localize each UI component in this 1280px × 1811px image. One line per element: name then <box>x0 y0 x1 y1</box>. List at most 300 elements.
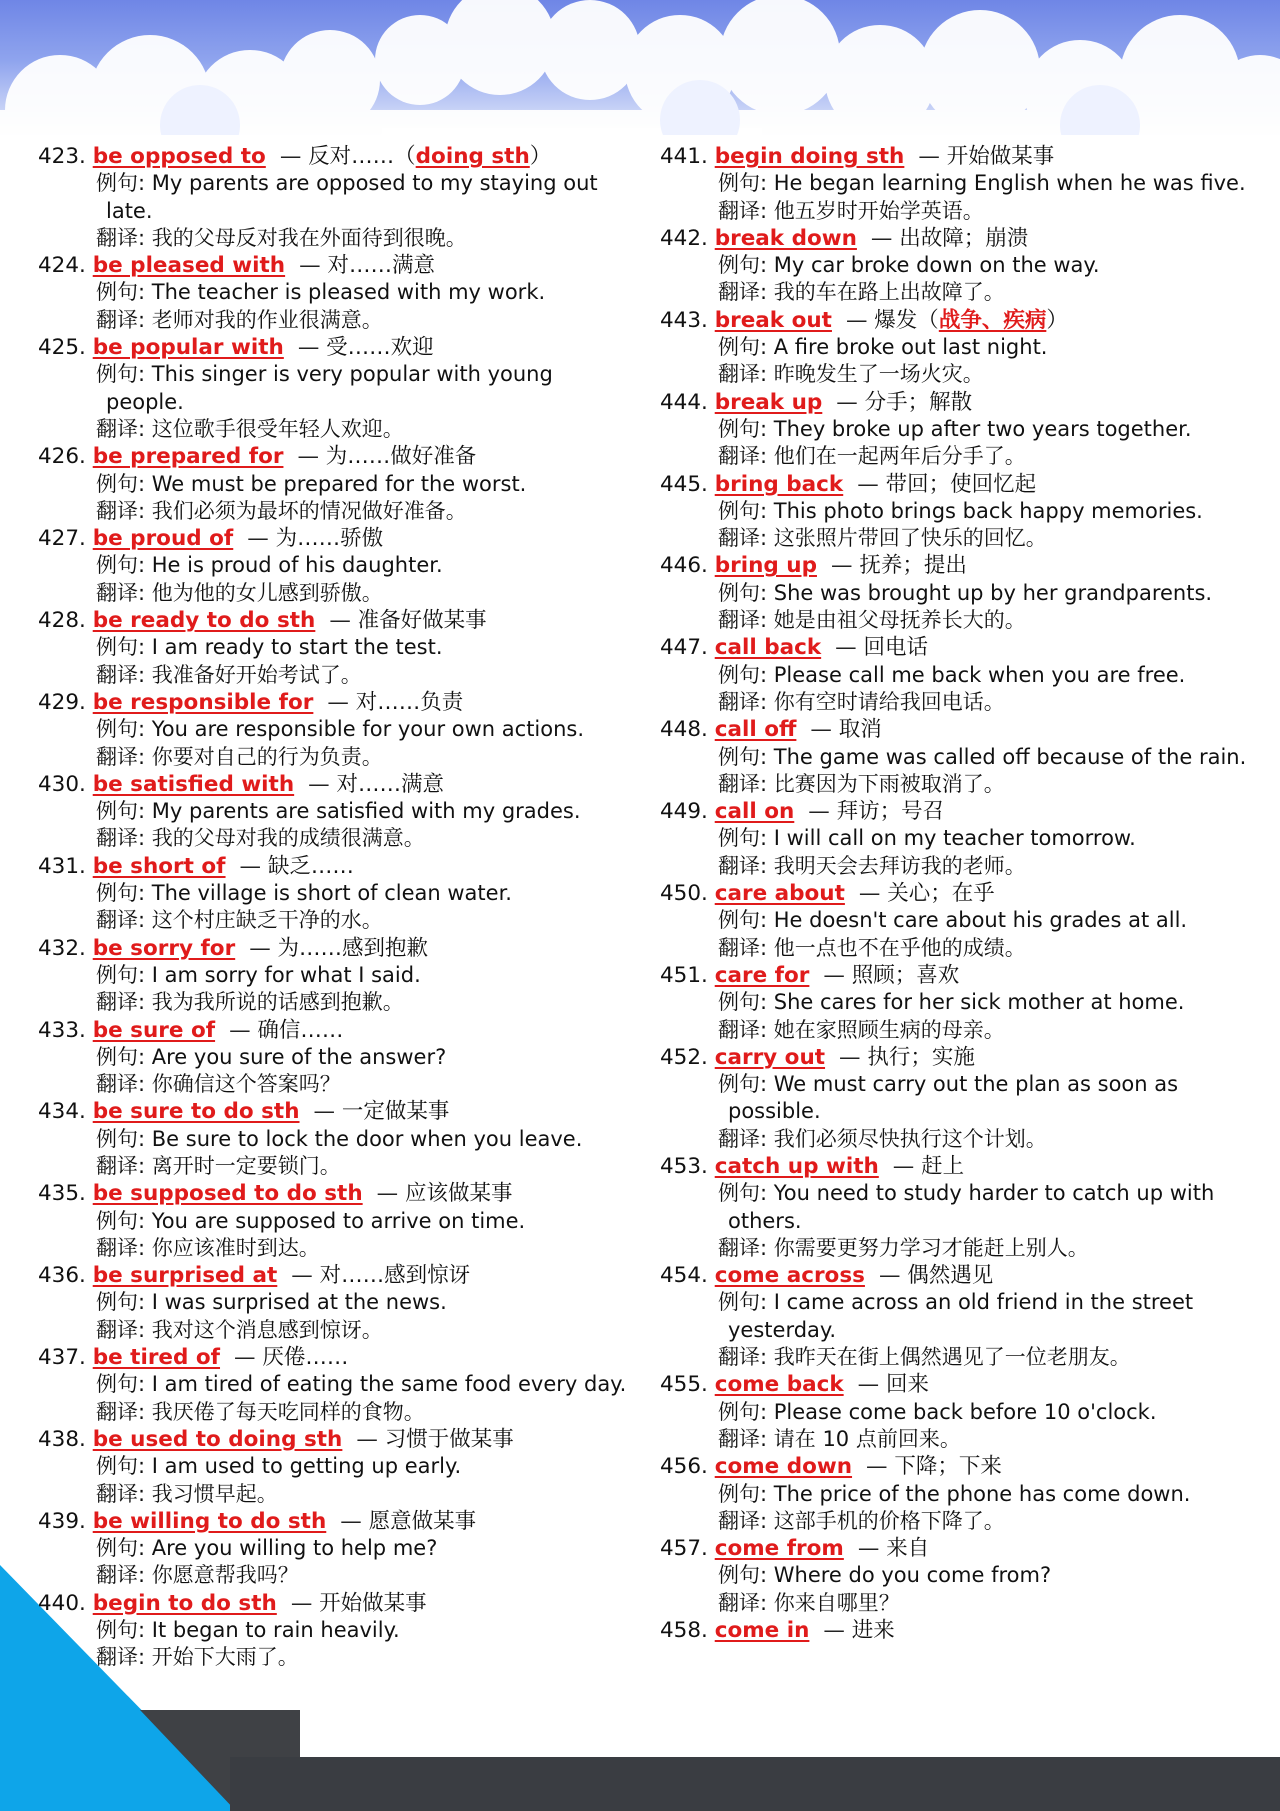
entry-number: 444. <box>660 389 708 415</box>
entry-translation <box>38 1235 633 1262</box>
example-label: 例句: <box>96 717 152 742</box>
entry-heading <box>38 334 633 361</box>
entry-translation <box>38 1317 633 1344</box>
phrase-entry <box>660 634 1260 716</box>
entry-heading <box>38 853 633 880</box>
example-label: 例句: <box>96 553 152 578</box>
phrase-entry <box>660 1617 1260 1644</box>
translation-label: 翻译: <box>718 526 774 551</box>
entry-number: 434. <box>38 1099 86 1125</box>
entry-dash: — <box>808 799 837 825</box>
entry-phrase: break down <box>714 225 857 251</box>
phrase-entry <box>660 1371 1260 1453</box>
entry-translation <box>38 498 633 525</box>
entry-meaning: 照顾；喜欢 <box>851 962 960 988</box>
entry-meaning: 对……满意 <box>336 771 444 797</box>
entry-heading <box>660 1153 1260 1180</box>
entry-example <box>38 361 633 416</box>
entry-meaning: 执行；实施 <box>867 1044 975 1070</box>
entry-meaning: 准备好做某事 <box>357 608 487 634</box>
translation-label: 翻译: <box>718 1126 774 1151</box>
entry-meaning: 习惯于做某事 <box>384 1426 514 1452</box>
example-text: She cares for her sick mother at home. <box>773 990 1185 1015</box>
entry-number: 436. <box>38 1263 86 1289</box>
translation-text: 我厌倦了每天吃同样的食物。 <box>151 1399 425 1424</box>
translation-text: 我的父母对我的成绩很满意。 <box>151 826 425 851</box>
entry-meaning: 取消 <box>838 717 882 743</box>
footer-bar <box>230 1757 1280 1811</box>
entry-example <box>660 825 1260 852</box>
example-text: You are supposed to arrive on time. <box>151 1208 526 1233</box>
entry-meaning: 赶上 <box>921 1153 965 1179</box>
example-label: 例句: <box>96 280 152 305</box>
entry-number: 443. <box>660 307 708 333</box>
entry-example <box>38 1126 633 1153</box>
translation-label: 翻译: <box>718 198 774 223</box>
entry-heading <box>660 798 1260 825</box>
entry-example <box>38 1617 633 1644</box>
entry-heading <box>38 607 633 634</box>
entry-heading <box>660 716 1260 743</box>
entry-meaning: 拜访；号召 <box>836 799 945 825</box>
entry-translation <box>660 361 1260 388</box>
translation-label: 翻译: <box>718 1017 774 1042</box>
entry-dash: — <box>308 771 337 797</box>
example-text: It began to rain heavily. <box>151 1618 400 1643</box>
example-text: The price of the phone has come down. <box>773 1481 1191 1506</box>
entry-heading <box>38 525 633 552</box>
translation-label: 翻译: <box>718 1508 774 1533</box>
entry-usage-note: 战争、疾病 <box>938 307 1047 333</box>
entry-heading <box>38 252 633 279</box>
entry-dash: — <box>892 1153 922 1179</box>
entry-dash: — <box>858 881 888 907</box>
entry-meaning: 开始做某事 <box>946 144 1055 169</box>
translation-label: 翻译: <box>718 1426 774 1451</box>
translation-text: 这位歌手很受年轻人欢迎。 <box>151 416 404 441</box>
entry-dash: — <box>229 1017 258 1043</box>
right-column <box>660 143 1260 1644</box>
entry-example <box>660 1289 1260 1344</box>
entry-heading <box>38 1098 633 1125</box>
entry-phrase: come in <box>714 1618 810 1644</box>
entry-meaning: 下降；下来 <box>894 1454 1002 1480</box>
entry-translation <box>38 825 633 852</box>
translation-text: 我为我所说的话感到抱歉。 <box>151 990 404 1015</box>
example-text: He doesn't care about his grades at all. <box>773 908 1188 933</box>
translation-label: 翻译: <box>718 771 774 796</box>
entry-dash: — <box>857 471 886 497</box>
example-label: 例句: <box>96 362 152 387</box>
translation-text: 我们必须为最坏的情况做好准备。 <box>151 498 467 523</box>
translation-label: 翻译: <box>96 1235 152 1260</box>
translation-text: 我对这个消息感到惊讶。 <box>151 1317 383 1342</box>
phrase-entry <box>660 1262 1260 1371</box>
example-text: My parents are opposed to my staying out late. <box>106 171 598 223</box>
entry-usage-note: doing sth <box>415 144 530 169</box>
entry-phrase: be prepared for <box>92 444 284 470</box>
phrase-entry <box>660 307 1260 389</box>
translation-text: 你应该准时到达。 <box>151 1235 320 1260</box>
entry-phrase: be used to doing sth <box>92 1426 343 1452</box>
translation-label: 翻译: <box>96 744 152 769</box>
example-label: 例句: <box>718 335 774 360</box>
phrase-entry <box>660 1153 1260 1262</box>
phrase-entry <box>38 1508 633 1590</box>
entry-dash: — <box>291 1263 320 1289</box>
entry-example <box>38 962 633 989</box>
translation-text: 他五岁时开始学英语。 <box>773 198 984 223</box>
entry-phrase: be opposed to <box>92 144 266 169</box>
translation-text: 我的父母反对我在外面待到很晚。 <box>151 225 467 250</box>
example-text: Are you willing to help me? <box>151 1536 438 1561</box>
entry-number: 426. <box>38 444 86 470</box>
phrase-entry <box>38 607 633 689</box>
entry-number: 435. <box>38 1181 86 1207</box>
entry-meaning: 为……感到抱歉 <box>277 935 429 961</box>
example-label: 例句: <box>718 908 774 933</box>
translation-label: 翻译: <box>718 608 774 633</box>
phrase-entry <box>38 143 633 252</box>
entry-example <box>38 1453 633 1480</box>
translation-label: 翻译: <box>96 225 152 250</box>
entry-translation <box>38 907 633 934</box>
entry-meaning: 出故障；崩溃 <box>899 225 1029 251</box>
entry-phrase: call off <box>714 717 797 743</box>
entry-meaning: 带回；使回忆起 <box>885 471 1037 497</box>
entry-meaning: 爆发（ <box>874 307 939 333</box>
example-label: 例句: <box>96 171 152 196</box>
entry-meaning: 反对……（ <box>308 144 416 169</box>
entry-example <box>38 471 633 498</box>
entry-phrase: be short of <box>92 853 226 879</box>
entry-meaning: 抚养；提出 <box>859 553 967 579</box>
phrase-entry <box>660 962 1260 1044</box>
entry-translation <box>660 1344 1260 1371</box>
translation-text: 我的车在路上出故障了。 <box>773 280 1005 305</box>
translation-text: 他们在一起两年后分手了。 <box>773 444 1026 469</box>
entry-number: 428. <box>38 608 86 634</box>
entry-number: 455. <box>660 1372 708 1398</box>
entry-number: 446. <box>660 553 708 579</box>
phrase-entry <box>38 1017 633 1099</box>
example-label: 例句: <box>96 1290 152 1315</box>
entry-number: 442. <box>660 225 708 251</box>
phrase-entry <box>660 1044 1260 1153</box>
example-text: I was surprised at the news. <box>151 1290 447 1315</box>
entry-heading <box>660 1044 1260 1071</box>
entry-dash: — <box>290 1590 320 1616</box>
entry-meaning: 偶然遇见 <box>907 1263 994 1289</box>
entry-heading <box>660 634 1260 661</box>
entry-number: 432. <box>38 935 86 961</box>
entry-dash: — <box>297 335 327 361</box>
entry-dash: — <box>823 1618 852 1644</box>
translation-label: 翻译: <box>96 498 152 523</box>
entry-phrase: call back <box>714 635 822 661</box>
entry-heading <box>660 880 1260 907</box>
entry-example <box>660 1071 1260 1126</box>
entry-dash: — <box>878 1263 908 1289</box>
entry-example <box>38 1044 633 1071</box>
translation-text: 请在 10 点前回来。 <box>773 1426 961 1451</box>
entry-meaning: 厌倦…… <box>262 1345 349 1371</box>
entry-translation <box>660 689 1260 716</box>
entry-translation <box>660 1126 1260 1153</box>
entry-number: 437. <box>38 1345 86 1371</box>
entry-heading <box>38 1017 633 1044</box>
example-label: 例句: <box>718 990 774 1015</box>
translation-text: 离开时一定要锁门。 <box>151 1153 341 1178</box>
example-label: 例句: <box>96 1454 152 1479</box>
example-label: 例句: <box>96 471 152 496</box>
example-label: 例句: <box>718 171 774 196</box>
entry-dash: — <box>823 962 852 988</box>
translation-label: 翻译: <box>96 1563 152 1588</box>
entry-meaning: 进来 <box>851 1618 895 1644</box>
entry-phrase: begin to do sth <box>92 1590 277 1616</box>
left-column <box>38 143 633 1672</box>
entry-example <box>38 552 633 579</box>
entry-translation <box>38 1481 633 1508</box>
entry-heading <box>660 389 1260 416</box>
entry-example <box>38 798 633 825</box>
example-text: I am used to getting up early. <box>151 1454 462 1479</box>
entry-phrase: begin doing sth <box>714 144 905 169</box>
example-label: 例句: <box>718 662 774 687</box>
entry-meaning-close: ） <box>1046 307 1068 333</box>
entry-heading <box>38 1180 633 1207</box>
example-label: 例句: <box>718 1181 774 1206</box>
entry-meaning: 愿意做某事 <box>368 1508 477 1534</box>
phrase-entry <box>38 935 633 1017</box>
entry-dash: — <box>376 1181 405 1207</box>
example-label: 例句: <box>96 1536 152 1561</box>
entry-number: 452. <box>660 1044 708 1070</box>
entry-translation <box>660 1426 1260 1453</box>
entry-example <box>660 580 1260 607</box>
entry-heading <box>38 771 633 798</box>
entry-example <box>38 170 633 225</box>
entry-meaning: 一定做某事 <box>341 1099 450 1125</box>
entry-number: 439. <box>38 1508 86 1534</box>
entry-dash: — <box>313 1099 342 1125</box>
entry-example <box>660 334 1260 361</box>
entry-heading <box>660 1262 1260 1289</box>
phrase-entry <box>660 798 1260 880</box>
translation-label: 翻译: <box>96 1153 152 1178</box>
example-label: 例句: <box>718 253 774 278</box>
entry-dash: — <box>870 225 900 251</box>
entry-heading <box>38 1344 633 1371</box>
phrase-entry <box>38 771 633 853</box>
entry-heading <box>38 443 633 470</box>
example-label: 例句: <box>718 1290 774 1315</box>
entry-example <box>38 634 633 661</box>
entry-phrase: be sure to do sth <box>92 1099 300 1125</box>
example-label: 例句: <box>718 826 774 851</box>
entry-example <box>38 716 633 743</box>
translation-label: 翻译: <box>96 1399 152 1424</box>
entry-translation <box>38 1562 633 1589</box>
entry-dash: — <box>327 689 356 715</box>
example-text: I will call on my teacher tomorrow. <box>773 826 1136 851</box>
entry-dash: — <box>845 307 875 333</box>
example-label: 例句: <box>718 1072 774 1097</box>
phrase-entry <box>38 525 633 607</box>
entry-number: 430. <box>38 771 86 797</box>
entry-meaning: 受……欢迎 <box>326 335 434 361</box>
example-text: Please come back before 10 o'clock. <box>773 1399 1157 1424</box>
example-label: 例句: <box>96 962 152 987</box>
entry-number: 448. <box>660 717 708 743</box>
entry-number: 453. <box>660 1153 708 1179</box>
entry-number: 457. <box>660 1536 708 1562</box>
entry-phrase: call on <box>714 799 795 825</box>
example-text: Please call me back when you are free. <box>773 662 1186 687</box>
example-text: He began learning English when he was five. <box>773 171 1246 196</box>
entry-meaning: 回电话 <box>863 635 928 661</box>
translation-text: 你确信这个答案吗？ <box>151 1072 341 1097</box>
translation-text: 你要对自己的行为负责。 <box>151 744 383 769</box>
entry-phrase: care for <box>714 962 810 988</box>
translation-text: 我昨天在街上偶然遇见了一位老朋友。 <box>773 1345 1131 1370</box>
entry-phrase: care about <box>714 881 845 907</box>
entry-number: 433. <box>38 1017 86 1043</box>
entry-phrase: be tired of <box>92 1345 221 1371</box>
entry-example <box>38 880 633 907</box>
example-text: Where do you come from? <box>773 1563 1052 1588</box>
entry-number: 458. <box>660 1618 708 1644</box>
phrase-entry <box>38 443 633 525</box>
entry-translation <box>38 1071 633 1098</box>
entry-number: 424. <box>38 253 86 279</box>
example-text: A fire broke out last night. <box>773 335 1048 360</box>
phrase-entry <box>660 225 1260 307</box>
entry-example <box>38 1208 633 1235</box>
translation-text: 这张照片带回了快乐的回忆。 <box>773 526 1047 551</box>
entry-translation <box>38 416 633 443</box>
entry-translation <box>660 935 1260 962</box>
translation-label: 翻译: <box>718 280 774 305</box>
example-text: Be sure to lock the door when you leave. <box>151 1126 583 1151</box>
entry-phrase: break out <box>714 307 832 333</box>
entry-translation <box>38 744 633 771</box>
entry-heading <box>38 689 633 716</box>
entry-phrase: catch up with <box>714 1153 879 1179</box>
translation-text: 我习惯早起。 <box>151 1481 278 1506</box>
entry-number: 450. <box>660 881 708 907</box>
translation-text: 她在家照顾生病的母亲。 <box>773 1017 1005 1042</box>
translation-text: 他为他的女儿感到骄傲。 <box>151 580 383 605</box>
translation-text: 我准备好开始考试了。 <box>151 662 362 687</box>
example-label: 例句: <box>96 799 152 824</box>
example-text: This photo brings back happy memories. <box>773 498 1203 523</box>
entry-translation <box>38 662 633 689</box>
example-label: 例句: <box>96 1044 152 1069</box>
entry-translation <box>660 1017 1260 1044</box>
entry-example <box>660 416 1260 443</box>
entry-heading <box>38 1590 633 1617</box>
entry-phrase: carry out <box>714 1044 826 1070</box>
entry-number: 451. <box>660 962 708 988</box>
translation-label: 翻译: <box>96 990 152 1015</box>
phrase-entry <box>660 552 1260 634</box>
example-label: 例句: <box>96 881 152 906</box>
entry-translation <box>660 1508 1260 1535</box>
entry-meaning: 为……做好准备 <box>325 444 477 470</box>
example-label: 例句: <box>718 744 774 769</box>
entry-example <box>660 252 1260 279</box>
entry-dash: — <box>340 1508 369 1534</box>
entry-dash: — <box>857 1372 886 1398</box>
entry-number: 441. <box>660 144 708 169</box>
example-text: Are you sure of the answer? <box>151 1044 447 1069</box>
translation-label: 翻译: <box>718 1590 774 1615</box>
entry-heading <box>660 1535 1260 1562</box>
entry-example <box>660 170 1260 197</box>
entry-heading <box>38 1262 633 1289</box>
example-label: 例句: <box>96 635 152 660</box>
entry-translation <box>660 853 1260 880</box>
example-label: 例句: <box>718 1481 774 1506</box>
entry-dash: — <box>239 853 268 879</box>
example-label: 例句: <box>96 1208 152 1233</box>
entry-phrase: come from <box>714 1536 844 1562</box>
entry-heading <box>38 1508 633 1535</box>
entry-example <box>660 1399 1260 1426</box>
translation-label: 翻译: <box>96 662 152 687</box>
translation-label: 翻译: <box>96 580 152 605</box>
phrase-entry <box>38 1590 633 1672</box>
example-text: I am sorry for what I said. <box>151 962 421 987</box>
translation-label: 翻译: <box>96 307 152 332</box>
entry-translation <box>660 443 1260 470</box>
entry-example <box>38 1535 633 1562</box>
entry-meaning: 开始做某事 <box>319 1590 427 1616</box>
entry-phrase: be surprised at <box>92 1263 278 1289</box>
entry-phrase: be proud of <box>92 526 234 552</box>
example-text: You are responsible for your own actions. <box>151 717 585 742</box>
entry-example <box>660 498 1260 525</box>
entry-translation <box>660 771 1260 798</box>
entry-phrase: be willing to do sth <box>92 1508 327 1534</box>
entry-dash: — <box>835 635 864 661</box>
entry-meaning: 来自 <box>886 1536 930 1562</box>
entry-translation <box>38 580 633 607</box>
example-text: My parents are satisfied with my grades. <box>151 799 581 824</box>
entry-dash: — <box>839 1044 868 1070</box>
entry-heading <box>38 935 633 962</box>
translation-label: 翻译: <box>718 444 774 469</box>
example-text: They broke up after two years together. <box>773 416 1192 441</box>
translation-text: 你需要更努力学习才能赶上别人。 <box>773 1235 1089 1260</box>
entry-phrase: bring back <box>714 471 844 497</box>
entry-phrase: be satisfied with <box>92 771 295 797</box>
phrase-entry <box>38 689 633 771</box>
entry-meaning: 对……负责 <box>355 689 464 715</box>
entry-example <box>38 1289 633 1316</box>
translation-text: 这部手机的价格下降了。 <box>773 1508 1005 1533</box>
entry-translation <box>38 1399 633 1426</box>
translation-text: 比赛因为下雨被取消了。 <box>773 771 1005 796</box>
entry-phrase: be ready to do sth <box>92 608 316 634</box>
entry-number: 438. <box>38 1426 86 1452</box>
entry-dash: — <box>810 717 839 743</box>
entry-dash: — <box>857 1536 887 1562</box>
phrase-entry <box>38 853 633 935</box>
translation-label: 翻译: <box>718 935 774 960</box>
